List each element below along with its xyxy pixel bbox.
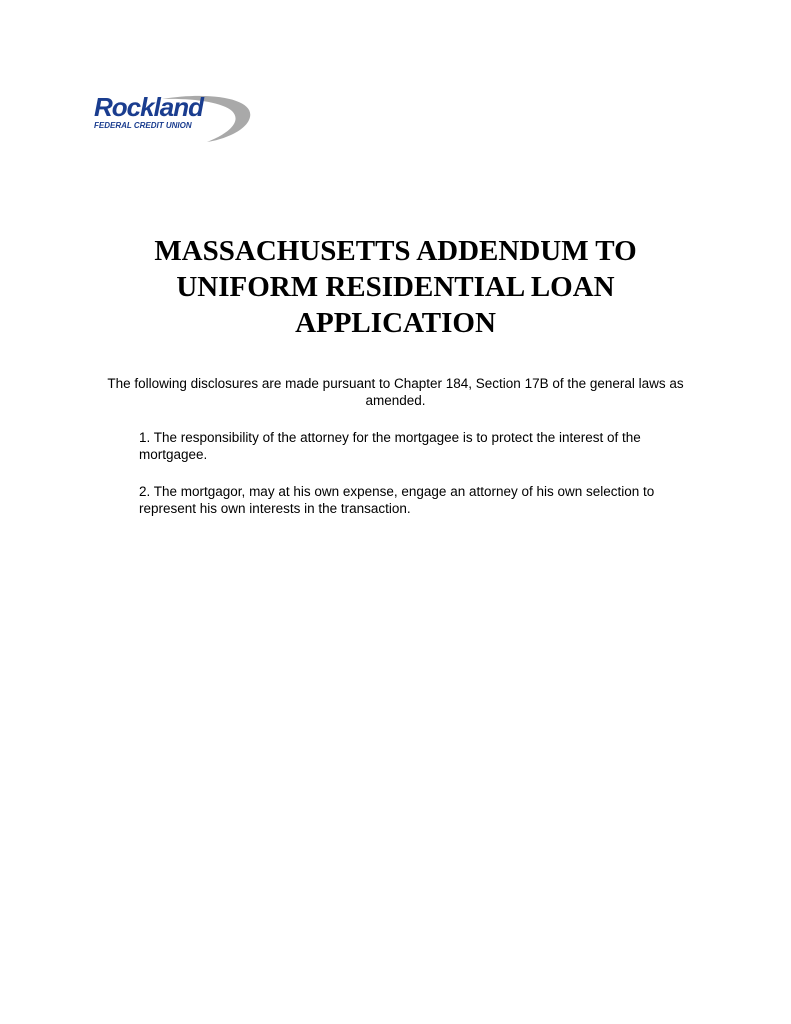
logo-subtitle: FEDERAL CREDIT UNION xyxy=(94,121,192,130)
disclosure-item: 1. The responsibility of the attorney for the mortgagee is to protect the interest of the mortgagee. xyxy=(139,430,641,462)
document-title: MASSACHUSETTS ADDENDUM TO UNIFORM RESIDENTIAL LOAN APPLICATION xyxy=(154,235,637,339)
logo-name: Rockland xyxy=(94,92,204,122)
intro-paragraph: The following disclosures are made pursuant to Chapter 184, Section 17B of the general laws as amended. xyxy=(107,376,684,408)
rockland-logo xyxy=(92,93,252,143)
disclosure-item: 2. The mortgagor, may at his own expense, engage an attorney of his own selection to represent his own interests in the transaction. xyxy=(139,484,655,516)
